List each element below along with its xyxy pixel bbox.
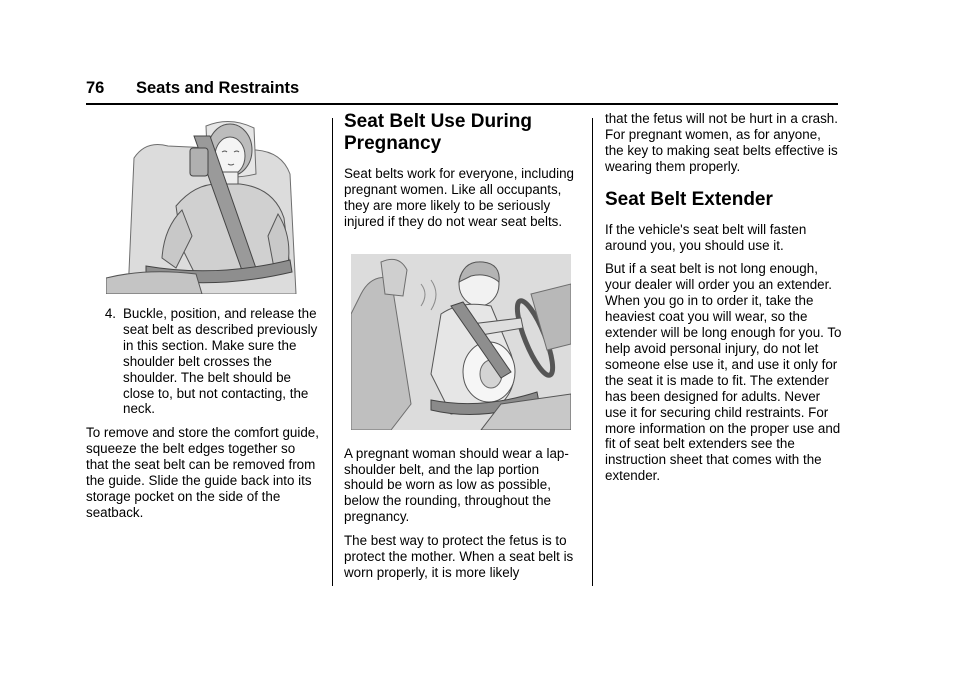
- column-divider-left: [332, 118, 333, 586]
- step-text: Buckle, position, and release the seat belt as described previously in this section. Make sure the shoulder belt crosses the shoulder. The belt should be close to, but not contacting, the neck.: [123, 306, 318, 417]
- pregnancy-intro-paragraph: Seat belts work for everyone, including pregnant women. Like all occupants, they are more likely to be seriously injured if they do not wear seat belts.: [344, 166, 574, 229]
- step-number: 4.: [104, 306, 116, 321]
- pregnant-driver-with-seatbelt-illustration: [351, 254, 571, 430]
- section-title: Seats and Restraints: [136, 79, 300, 97]
- fetus-continued-paragraph: that the fetus will not be hurt in a crash. For pregnant women, as for anyone, the key to making seat belts effective is wearing them properly.: [605, 111, 838, 174]
- header-rule: [86, 103, 838, 105]
- column-3: [605, 111, 843, 492]
- seated-person-with-seatbelt-illustration: [106, 118, 298, 294]
- column-divider-right: [592, 118, 593, 586]
- lap-belt-paragraph: A pregnant woman should wear a lap-shoulder belt, and the lap portion should be worn as low as possible, below the rounding, throughout the pregnancy.: [344, 445, 569, 525]
- pregnancy-section-heading: Seat Belt Use During Pregnancy: [344, 111, 532, 154]
- page-number: 76: [86, 79, 105, 97]
- extender-intro-paragraph: If the vehicle's seat belt will fasten around you, you should use it.: [605, 221, 807, 253]
- extender-details-paragraph: But if a seat belt is not long enough, your dealer will order you an extender. When you go in to order it, take the heaviest coat you will wear, so the extender will be long enough for you. To help avoid personal injury, do not let someone else use it, and use it only for the seat it is made to fit. The extender has been designed for adults. Never use it for securing child restraints. For more information on the proper use and fit of seat belt extenders see the instruction sheet that comes with the extender.: [605, 261, 842, 484]
- step-4: [86, 306, 321, 417]
- column-2: [344, 111, 579, 589]
- protect-mother-paragraph: The best way to protect the fetus is to protect the mother. When a seat belt is worn properly, it is more likely: [344, 533, 574, 580]
- page-header: [86, 79, 838, 103]
- extender-section-heading: Seat Belt Extender: [605, 188, 773, 210]
- column-1: [86, 118, 321, 529]
- comfort-guide-paragraph: To remove and store the comfort guide, squeeze the belt edges together so that the seat belt can be removed from the guide. Slide the guide back into its storage pocket on the side of the seatback.: [86, 425, 319, 520]
